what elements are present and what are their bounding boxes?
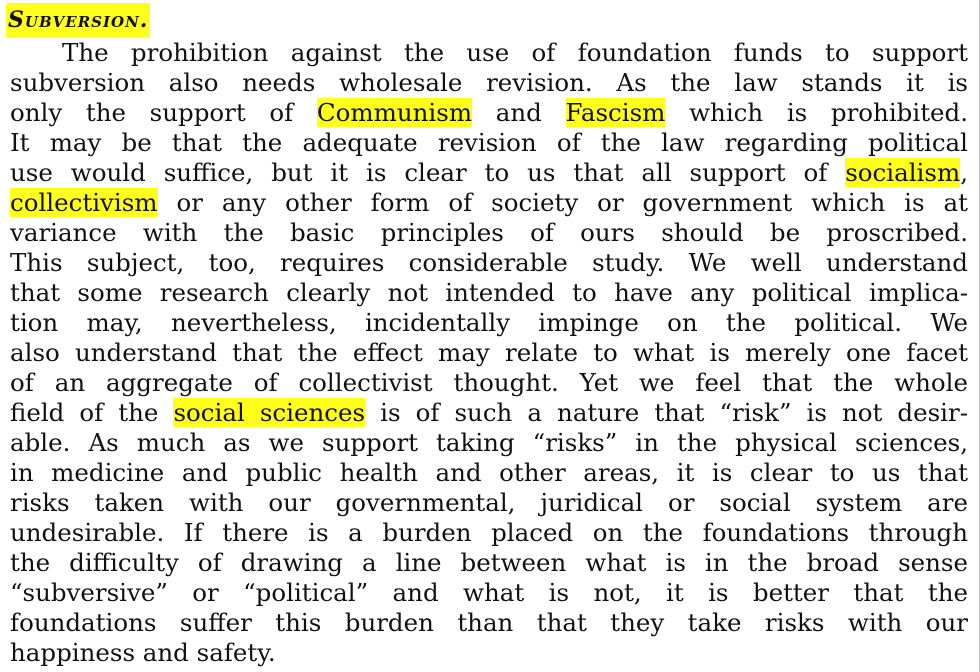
- line-text: is of such a nature that “risk” is not desir-: [365, 398, 969, 427]
- line-text: and: [472, 98, 566, 127]
- text-line: [10, 458, 968, 488]
- text-line: [10, 338, 968, 368]
- text-line: [10, 278, 968, 308]
- line-text: in medicine and public health and other areas, it is clear to us that: [10, 458, 968, 487]
- highlighted-term: social sciences: [173, 398, 366, 427]
- line-text: able. As much as we support taking “risks” in the physical sciences,: [10, 428, 968, 457]
- line-text: of an aggregate of collectivist thought. Yet we feel that the whole: [10, 368, 968, 397]
- line-text: or any other form of society or government which is at: [157, 188, 968, 217]
- line-text: use would suffice, but it is clear to us that all support of: [10, 158, 846, 187]
- line-text: that some research clearly not intended to have any political implica-: [10, 278, 968, 307]
- highlighted-term: Communism: [316, 98, 473, 127]
- line-text: also understand that the effect may relate to what is merely one facet: [10, 338, 968, 367]
- line-text: risks taken with our governmental, juridical or social system are: [10, 488, 968, 517]
- line-text: It may be that the adequate revision of the law regarding political: [10, 128, 968, 157]
- text-line: [10, 608, 968, 638]
- text-line: [62, 38, 968, 68]
- text-line: [10, 188, 968, 218]
- line-text: which is prohibited.: [665, 98, 969, 127]
- highlighted-term: Fascism: [565, 98, 666, 127]
- text-line: [10, 128, 968, 158]
- line-text: field of the: [10, 398, 174, 427]
- highlighted-term: socialism: [845, 158, 961, 187]
- text-line: [10, 578, 968, 608]
- line-text: undesirable. If there is a burden placed on the foundations through: [10, 518, 968, 547]
- line-text: variance with the basic principles of ours should be proscribed.: [10, 218, 968, 247]
- text-line: [10, 98, 968, 128]
- line-text: foundations suffer this burden than that they take risks with our: [10, 608, 968, 637]
- highlighted-term: collectivism: [10, 188, 158, 217]
- text-line: [10, 548, 968, 578]
- line-text: This subject, too, requires considerable study. We well understand: [10, 248, 968, 277]
- text-line: [10, 68, 968, 98]
- line-text: subversion also needs wholesale revision. As the law stands it is: [10, 68, 968, 97]
- line-text: ,: [960, 158, 968, 187]
- text-line: [10, 488, 968, 518]
- text-line: [10, 308, 968, 338]
- line-text: the difficulty of drawing a line between what is in the broad sense: [10, 548, 968, 577]
- text-line: [10, 218, 968, 248]
- line-text: tion may, nevertheless, incidentally impinge on the political. We: [10, 308, 968, 337]
- text-line: [10, 638, 968, 668]
- line-text: The prohibition against the use of foundation funds to support: [62, 38, 968, 67]
- text-line: [10, 398, 968, 428]
- line-text: happiness and safety.: [10, 638, 276, 667]
- line-text: only the support of: [10, 98, 317, 127]
- text-line: [10, 428, 968, 458]
- text-line: [10, 248, 968, 278]
- text-line: [10, 158, 968, 188]
- text-line: [10, 518, 968, 548]
- text-line: [10, 368, 968, 398]
- section-heading: Subversion.: [6, 3, 150, 37]
- line-text: “subversive” or “political” and what is not, it is better that the: [10, 578, 968, 607]
